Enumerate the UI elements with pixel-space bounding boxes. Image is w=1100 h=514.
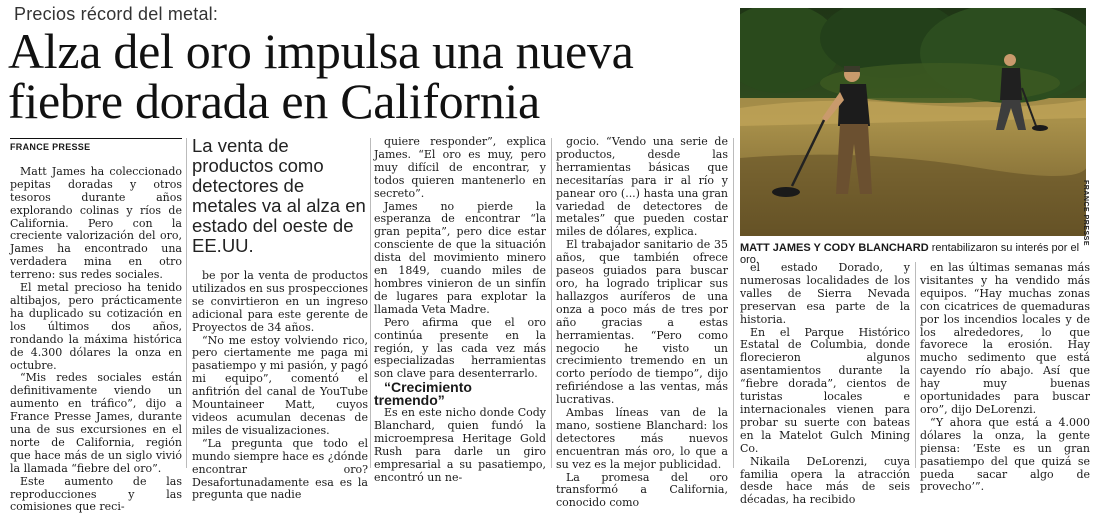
paragraph: en las últimas semanas más visitantes y ha vendido más equipos. “Hay muchas zonas con cicatrices de quemaduras por los incendios locales y de los alrededores, lo que favorece la erosión. Hay mucho sedimento que está cayendo río abajo. Así que hay muy buenas oportunidades para buscar oro”, dijo DeLorenzi. bbox=[920, 261, 1090, 416]
column-rule bbox=[186, 138, 187, 468]
paragraph: Nikaila DeLorenzi, cuya familia opera la atracción desde hace más de seis décadas, ha recibido bbox=[740, 454, 910, 507]
byline: FRANCE PRESSE bbox=[10, 138, 182, 154]
paragraph: Matt James ha coleccionado pepitas doradas y otros tesoros durante años explorando colinas y ríos de California. Pero con la creciente valorización del oro, James ha encontrado una verdadera mina en otro terreno: sus redes sociales. bbox=[10, 164, 182, 282]
paragraph: El trabajador sanitario de 35 años, que también ofrece paseos guiados para buscar oro, ha logrado triplicar sus hallazgos auríferos de una onza a poco más de tres por año gracias a estas herramientas. “Pero como negocio he visto un crecimiento tremendo en un corto período de tiempo”, dijo refiriéndose a las ventas, más lucrativas. bbox=[556, 238, 728, 407]
prospectors-photo bbox=[740, 8, 1086, 236]
paragraph: El metal precioso ha tenido altibajos, pero prácticamente ha duplicado su cotización en los últimos dos años, rondando la máxima histórica de 4.300 dólares la onza en octubre. bbox=[10, 281, 182, 372]
caption-names: MATT JAMES Y CODY BLANCHARD bbox=[740, 242, 929, 254]
paragraph: be por la venta de productos utilizados en sus prospecciones se convirtieron en un ingreso adicional para este gerente de Proyectos de 34 años. bbox=[192, 269, 368, 334]
paragraph: quiere responder”, explica James. “El oro es muy, pero muy difícil de encontrar, y todos quieren mantenerlo en secreto”. bbox=[374, 135, 546, 200]
subhead: “Crecimiento tremendo” bbox=[374, 379, 472, 409]
photo-credit: FRANCE PRESSE bbox=[1082, 180, 1089, 247]
paragraph: “Mis redes sociales están definitivamente viendo un aumento en tráfico”, dijo a France Presse James, durante una de sus excursiones en el norte de California, región que hace más de un siglo vivió la llamada “fiebre del oro”. bbox=[10, 371, 182, 475]
article-photo bbox=[740, 8, 1086, 236]
paragraph: gocio. “Vendo una serie de productos, desde las herramientas básicas que necesitarías para ir al río y panear oro (...) hasta una gran variedad de detectores de metales” que pueden costar miles de dólares, explica. bbox=[556, 135, 728, 239]
paragraph: En el Parque Histórico Estatal de Columbia, donde florecieron algunos asentamientos durante la “fiebre dorada”, cientos de turistas locales e internacionales vienen para probar su suerte con bateas en la Matelot Gulch Mining Co. bbox=[740, 325, 910, 455]
paragraph: Pero afirma que el oro continúa presente en la región, y las cada vez más especializadas herramientas son clave para desenterrarlo. bbox=[374, 315, 546, 381]
column-5 bbox=[740, 262, 910, 507]
column-3 bbox=[374, 136, 546, 484]
paragraph: “Y ahora que está a 4.000 dólares la onza, la gente piensa: ‘Este es un gran pasatiempo del que quizá se pueda sacar algo de provecho’”. bbox=[920, 415, 1090, 494]
column-1 bbox=[10, 138, 182, 514]
paragraph: Es en este nicho donde Cody Blanchard, quien fundó la microempresa Heritage Gold Rush para darle un giro empresarial a su pasatiempo, encontró un ne- bbox=[374, 406, 546, 484]
paragraph: “No me estoy volviendo rico, pero ciertamente me paga mi pasatiempo y mi pasión, y pagó mi equipo”, comentó el anfitrión del canal de YouTube Mountaineer Matt, cuyos videos acumulan decenas de miles de visualizaciones. bbox=[192, 333, 368, 437]
column-rule bbox=[733, 138, 734, 468]
column-rule bbox=[551, 138, 552, 468]
column-rule bbox=[915, 262, 916, 468]
headline: Alza del oro impulsa una nueva fiebre dorada en California bbox=[8, 23, 634, 129]
caption-text: rentabilizaron su interés por el oro. bbox=[740, 242, 1080, 266]
paragraph: Ambas líneas van de la mano, sostiene Blanchard: los detectores más nuevos encuentran más oro, lo que a su vez es la mejor publicidad. bbox=[556, 406, 728, 471]
column-4 bbox=[556, 136, 728, 510]
column-rule bbox=[370, 138, 371, 468]
paragraph: James no pierde la esperanza de encontrar “la gran pepita”, pero dice estar consciente de que la situación dista del movimiento minero en 1849, cuando miles de hombres vinieron de un sinfín de lugares para explotar la llamada Veta Madre. bbox=[374, 199, 546, 316]
paragraph: el estado Dorado, y numerosas localidades de los valles de Sierra Nevada preservan esa parte de la historia. bbox=[740, 261, 910, 326]
paragraph: Este aumento de las reproducciones y las comisiones que reci- bbox=[10, 474, 182, 514]
paragraph: La promesa del oro transformó a California, conocido como bbox=[556, 470, 728, 510]
column-6 bbox=[920, 262, 1090, 494]
column-2 bbox=[192, 136, 368, 502]
paragraph: “La pregunta que todo el mundo siempre hace es ¿dónde encontrar oro? Desafortunadamente esa es la pregunta que nadie bbox=[192, 436, 368, 502]
kicker: Precios récord del metal: bbox=[14, 4, 219, 24]
deck: La venta de productos como detectores de metales va al alza en estado del oeste de EE.UU. bbox=[192, 135, 366, 256]
